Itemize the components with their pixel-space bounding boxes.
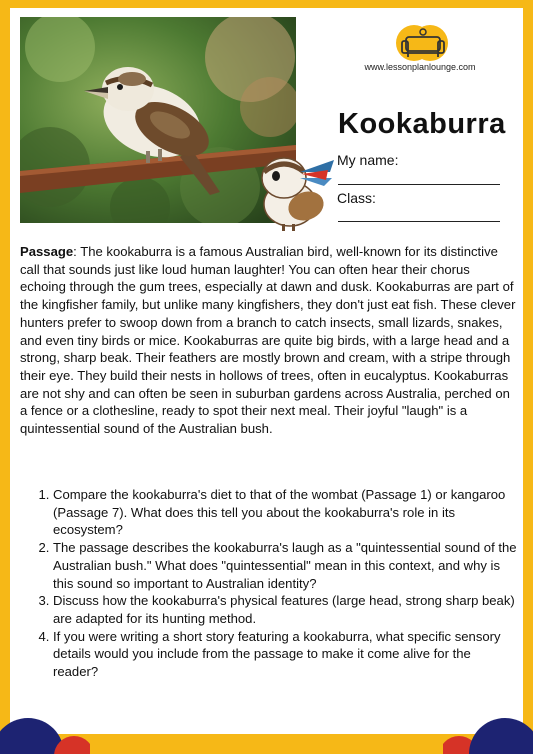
cartoon-kookaburra-icon: [254, 150, 338, 232]
question-list: [20, 486, 517, 681]
question-item: 2. The passage describes the kookaburra's laugh as a "quintessential sound of the Australian bush." What does "quintessential" mean in this context, and why is this sound so important to Australian identity?: [53, 539, 517, 592]
class-label: Class:: [337, 190, 376, 206]
lesson-plan-lounge-logo: [392, 23, 454, 65]
name-line: [338, 184, 500, 185]
worksheet-sheet: [10, 8, 523, 734]
question-item: 3. Discuss how the kookaburra's physical features (large head, strong sharp beak) are adapted for its hunting method.: [53, 592, 517, 627]
corner-decoration-left: [0, 704, 90, 754]
passage-text: [20, 243, 517, 438]
name-label: My name:: [337, 152, 399, 168]
passage-body: : The kookaburra is a famous Australian bird, well-known for its distinctive call that sounds just like loud human laughter! You can often hear their chorus echoing through the gum trees, especially at dawn and dusk. Kookaburras are part of the kingfisher family, but unlike many kingfishers, they don't just eat fish. These clever hunters prefer to swoop down from a branch to catch insects, small lizards, snakes, and even tiny birds or mice. Kookaburras are quite big birds, with a large head and a strong, sharp beak. Their feathers are mostly brown and cream, with a stripe through their eye. They build their nests in hollows of trees, often in eucalyptus. Kookaburras are not shy and can often be seen in suburban gardens across Australia, perched on a fence or a clothesline, ready to spot their next meal. Their joyful "laugh" is a quintessential sound of the Australian bush.: [20, 244, 516, 437]
corner-decoration-right: [443, 704, 533, 754]
class-line: [338, 221, 500, 222]
website-url: www.lessonplanlounge.com: [364, 62, 476, 72]
passage-label: Passage: [20, 244, 74, 259]
question-item: 1. Compare the kookaburra's diet to that of the wombat (Passage 1) or kangaroo (Passage 7). What does this tell you about the kookaburra's role in its ecosystem?: [53, 486, 517, 539]
page-title: Kookaburra: [338, 108, 506, 140]
question-item: 4. If you were writing a short story featuring a kookaburra, what specific sensory details would you include from the passage to make it come alive for the reader?: [53, 628, 517, 681]
